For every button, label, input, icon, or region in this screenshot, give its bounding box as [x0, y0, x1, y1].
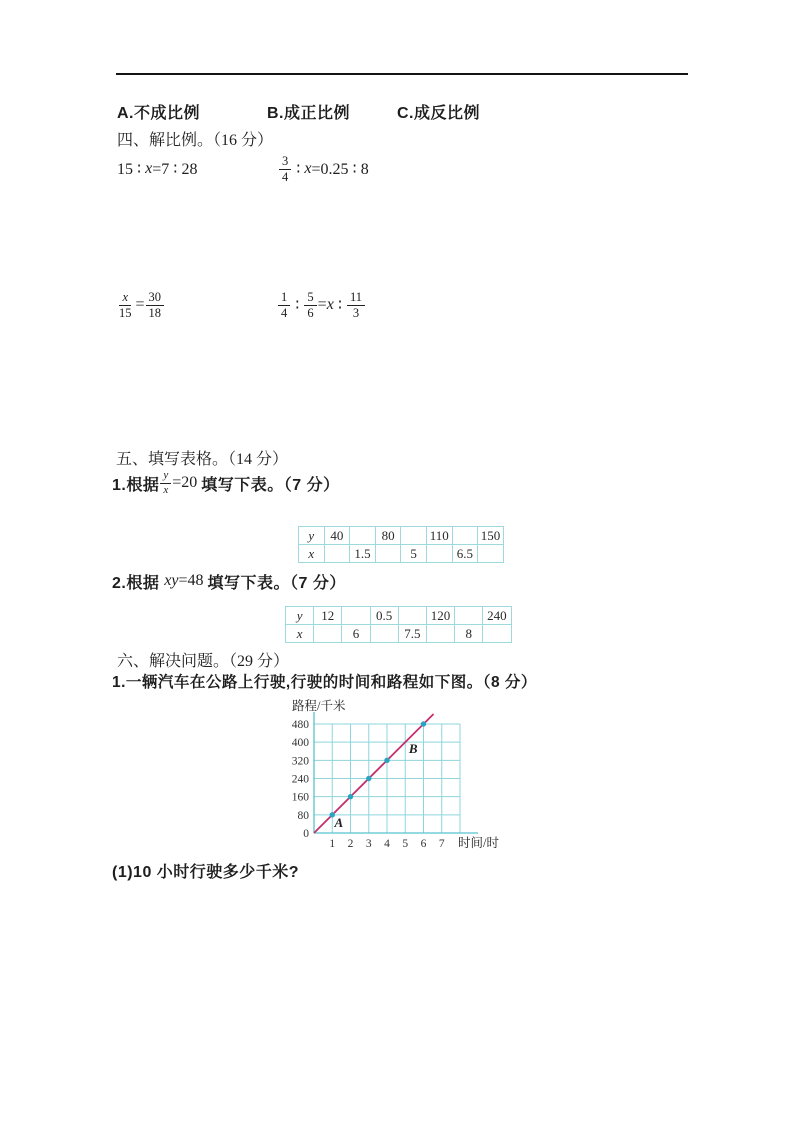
- table-cell: [452, 527, 478, 545]
- table-cell: [375, 545, 401, 563]
- table-cell: [350, 527, 376, 545]
- svg-text:240: 240: [291, 773, 309, 786]
- table-cell: [478, 545, 504, 563]
- eq-text: ∶: [292, 161, 305, 178]
- choice-option-a: A.不成比例: [117, 105, 201, 122]
- eq-text: ∶: [333, 297, 346, 314]
- fill-table-proportional: [298, 526, 504, 563]
- table-row: [286, 625, 512, 643]
- table-cell: 5: [401, 545, 427, 563]
- table-cell: [370, 625, 398, 643]
- eq-variable: x: [145, 160, 153, 177]
- svg-text:80: 80: [297, 809, 309, 822]
- table-cell: y: [299, 527, 325, 545]
- eq-text: =: [135, 296, 145, 313]
- table-cell: 120: [426, 607, 454, 625]
- table-cell: 110: [426, 527, 452, 545]
- table-cell: 1.5: [350, 545, 376, 563]
- svg-text:A: A: [334, 815, 344, 831]
- table-cell: [426, 545, 452, 563]
- fraction: $\frac{y}{x}$: [160, 469, 171, 496]
- proportion-equation-1: [117, 152, 197, 186]
- svg-text:6: 6: [420, 838, 427, 850]
- svg-text:2: 2: [347, 838, 354, 850]
- svg-text:7: 7: [438, 838, 445, 850]
- table-cell: 12: [314, 607, 342, 625]
- table-cell: 6.5: [452, 545, 478, 563]
- section4-title: 四、解比例。（16 分）: [117, 132, 274, 149]
- svg-text:1: 1: [329, 838, 336, 850]
- fraction: $\frac{3}{4}$: [279, 154, 291, 185]
- table-cell: x: [286, 625, 314, 643]
- table-row: [286, 607, 512, 625]
- fraction: $\frac{11}{3}$: [347, 290, 365, 321]
- item-text: 1.根据: [112, 476, 160, 494]
- svg-text:160: 160: [291, 791, 309, 804]
- proportion-equation-2: [278, 152, 369, 186]
- table-cell: [455, 607, 483, 625]
- svg-text:400: 400: [291, 737, 309, 750]
- section6-question1: (1)10 小时行驶多少千米?: [112, 864, 300, 881]
- section5-item1: [112, 469, 340, 497]
- eq-text: =7 ∶ 28: [152, 161, 198, 178]
- item-math: =48: [178, 572, 208, 589]
- svg-text:480: 480: [291, 719, 309, 731]
- table-cell: [314, 625, 342, 643]
- section6-title: 六、解决问题。（29 分）: [117, 653, 290, 670]
- svg-text:320: 320: [291, 755, 309, 768]
- svg-text:5: 5: [402, 838, 409, 850]
- time-distance-chart: [282, 694, 522, 864]
- svg-text:B: B: [408, 741, 418, 757]
- table-cell: 7.5: [398, 625, 426, 643]
- item-text: 填写下表。（7 分）: [201, 476, 340, 494]
- table-cell: 8: [455, 625, 483, 643]
- table-cell: 6: [342, 625, 370, 643]
- item-text: 2.根据: [112, 574, 165, 592]
- section5-title: 五、填写表格。（14 分）: [116, 451, 289, 468]
- chart-canvas: [282, 694, 522, 864]
- table-cell: [398, 607, 426, 625]
- top-rule: [116, 73, 688, 75]
- table-cell: x: [299, 545, 325, 563]
- fraction: $\frac{1}{4}$: [278, 290, 290, 321]
- table-cell: [401, 527, 427, 545]
- choice-option-c: C.成反比例: [397, 105, 481, 122]
- fraction: $\frac{30}{18}$: [146, 290, 165, 321]
- eq-variable: x: [304, 160, 312, 177]
- table-cell: 0.5: [370, 607, 398, 625]
- table-cell: [483, 625, 511, 643]
- item-text: 填写下表。（7 分）: [207, 574, 346, 592]
- eq-variable: x: [326, 296, 334, 313]
- table-cell: 150: [478, 527, 504, 545]
- proportion-equation-4: [277, 288, 366, 322]
- eq-text: ∶: [291, 297, 304, 314]
- item-math: xy: [164, 572, 179, 589]
- table-row: [299, 527, 504, 545]
- fill-table-inverse: [285, 606, 512, 643]
- svg-text:4: 4: [384, 838, 390, 850]
- section6-problem1: 1.一辆汽车在公路上行驶,行驶的时间和路程如下图。（8 分）: [112, 674, 537, 691]
- table-cell: [342, 607, 370, 625]
- section5-item2: [112, 569, 346, 593]
- eq-text: 15 ∶: [117, 161, 146, 178]
- svg-text:3: 3: [365, 838, 372, 850]
- fraction: $\frac{5}{6}$: [304, 290, 316, 321]
- eq-text: =0.25 ∶ 8: [311, 161, 369, 178]
- item-math: =20: [172, 474, 202, 491]
- svg-text:路程/千米: 路程/千米: [292, 699, 346, 713]
- table-cell: 240: [483, 607, 511, 625]
- table-cell: 40: [324, 527, 350, 545]
- eq-text: =: [317, 296, 327, 313]
- table-cell: [324, 545, 350, 563]
- svg-text:时间/时: 时间/时: [458, 836, 499, 850]
- table-cell: [426, 625, 454, 643]
- svg-text:0: 0: [303, 828, 309, 840]
- fraction: $\frac{x}{15}$: [119, 289, 132, 320]
- table-cell: 80: [375, 527, 401, 545]
- proportion-equation-3: [115, 288, 165, 322]
- table-cell: y: [286, 607, 314, 625]
- table-row: [299, 545, 504, 563]
- choice-option-b: B.成正比例: [267, 105, 351, 122]
